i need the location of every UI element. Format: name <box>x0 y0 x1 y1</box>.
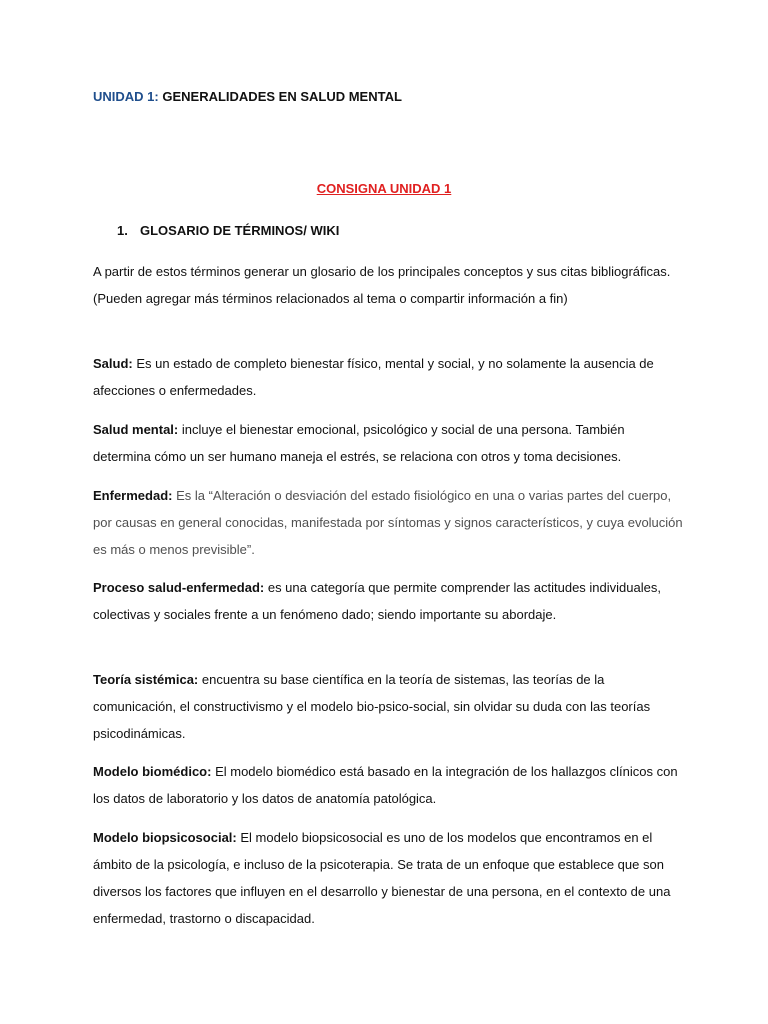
definition-text: encuentra su base científica en la teoría de sistemas, las teorías de la comunicación, el constructivismo y el modelo bio-psico-social, sin olvidar su duda con las teorías psicodinámicas. <box>93 672 651 741</box>
definition-modelo-biopsicosocial <box>93 824 685 932</box>
glossary-heading-text: GLOSARIO DE TÉRMINOS/ WIKI <box>140 223 340 238</box>
unit-heading-title: GENERALIDADES EN SALUD MENTAL <box>162 89 402 104</box>
definition-text: incluye el bienestar emocional, psicológico y social de una persona. También determina cómo un ser humano maneja el estrés, se relaciona con otros y toma decisiones. <box>93 422 625 464</box>
definition-text: El modelo biopsicosocial es uno de los modelos que encontramos en el ámbito de la psicología, e incluso de la psicoterapia. Se trata de un enfoque que establece que son diversos los factores que influyen en el desarrollo y bienestar de una persona, en el contexto de una enfermedad, trastorno o discapacidad. <box>93 830 671 926</box>
consigna-heading: CONSIGNA UNIDAD 1 <box>316 181 452 196</box>
unit-heading <box>93 89 402 104</box>
definition-text: Es un estado de completo bienestar físico, mental y social, y no solamente la ausencia de afecciones o enfermedades. <box>93 356 654 398</box>
definition-text: es una categoría que permite comprender las actitudes individuales, colectivas y sociales frente a un fenómeno dado; siendo importante su abordaje. <box>93 580 661 622</box>
glossary-heading-number: 1. <box>117 223 128 238</box>
definition-salud-mental <box>93 416 685 470</box>
definition-term: Modelo biomédico: <box>93 764 212 779</box>
definition-text: El modelo biomédico está basado en la integración de los hallazgos clínicos con los datos de laboratorio y los datos de anatomía patológica. <box>93 764 678 806</box>
definition-term: Teoría sistémica: <box>93 672 199 687</box>
definition-salud <box>93 350 685 404</box>
definition-text: Es la “Alteración o desviación del estado fisiológico en una o varias partes del cuerpo, por causas en general conocidas, manifestada por síntomas y signos característicos, y cuya evolución es más o menos previsible”. <box>93 488 683 557</box>
definition-term: Salud: <box>93 356 133 371</box>
intro-paragraph: A partir de estos términos generar un glosario de los principales conceptos y sus citas bibliográficas. (Pueden agregar más términos relacionados al tema o compartir información a fin) <box>93 264 671 306</box>
definition-enfermedad <box>93 482 685 563</box>
definition-term: Enfermedad: <box>93 488 173 503</box>
definition-modelo-biomedico <box>93 758 685 812</box>
definition-term: Proceso salud-enfermedad: <box>93 580 265 595</box>
definition-teoria-sistemica <box>93 666 685 747</box>
definition-term: Modelo biopsicosocial: <box>93 830 237 845</box>
unit-heading-prefix: UNIDAD 1: <box>93 89 159 104</box>
glossary-heading <box>117 223 339 238</box>
definition-proceso-salud-enfermedad <box>93 574 685 628</box>
definition-term: Salud mental: <box>93 422 179 437</box>
